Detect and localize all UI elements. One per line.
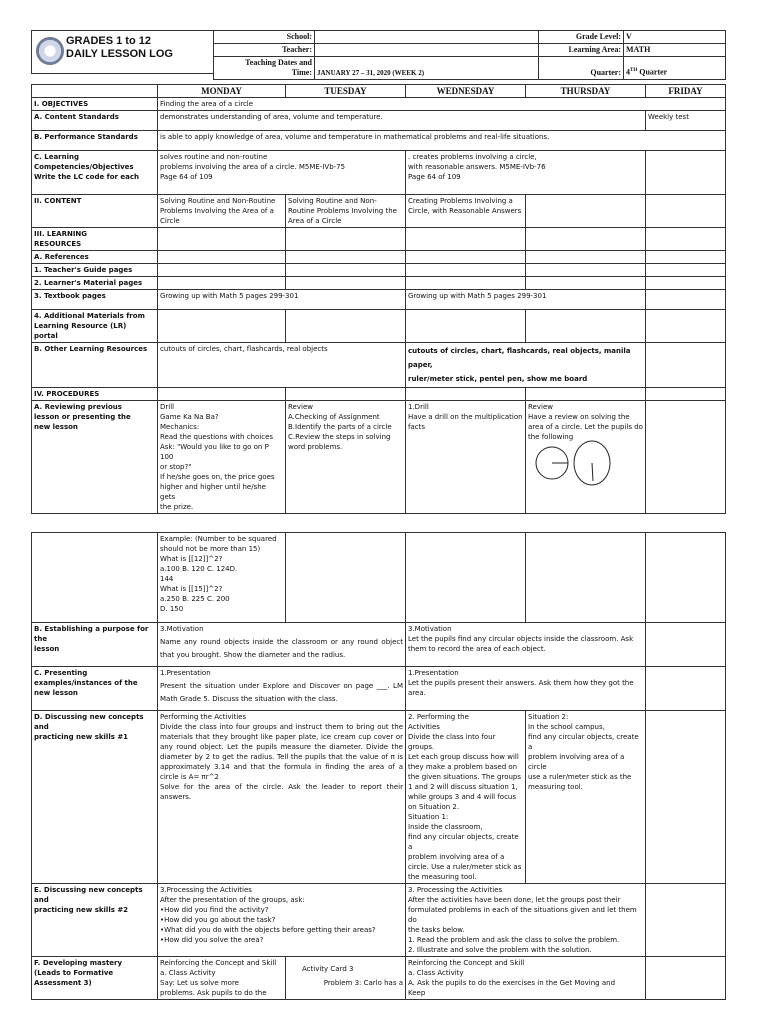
quarter-word: Quarter [637, 68, 668, 77]
day-header-thursday: THURSDAY [526, 85, 646, 98]
resources-mon [158, 228, 286, 251]
day-header-tuesday: TUESDAY [286, 85, 406, 98]
presenting-monday-head: 1.Presentation [160, 669, 211, 677]
performance-standards-text: is able to apply knowledge of area, volume and temperature in mathematical problems and real-life situations. [158, 131, 726, 151]
references-fri [646, 251, 726, 264]
content-tuesday: Solving Routine and Non-Routine Problems Involving the Area of a Circle [286, 195, 406, 228]
learning-area-value: MATH [624, 44, 726, 57]
additional-mon [158, 310, 286, 343]
presenting-fri [646, 667, 726, 711]
review-tuesday: Review A.Checking of Assignment B.Identify the parts of a circle C.Review the steps in solving word problems. [286, 401, 406, 514]
tg-mon [158, 264, 286, 277]
textbook-fri [646, 290, 726, 310]
references-wed [406, 251, 526, 264]
presenting-monday [158, 667, 406, 711]
example-wed [406, 533, 526, 623]
competencies-friday [646, 151, 726, 195]
other-resources-fri [646, 343, 726, 388]
content-monday: Solving Routine and Non-Routine Problems Involving the Area of a Circle [158, 195, 286, 228]
resources-wed [406, 228, 526, 251]
objectives-text: Finding the area of a circle [158, 98, 726, 111]
other-resources-wednesday: cutouts of circles, chart, flashcards, real objects, manila paper, ruler/meter stick, pentel pen, show me board [406, 343, 646, 388]
discussing1-label: D. Discussing new concepts and practicing new skills #1 [32, 711, 158, 884]
textbook-wednesday: Growing up with Math 5 pages 299-301 [406, 290, 646, 310]
lm-wed [406, 277, 526, 290]
discussing1-thursday: Situation 2: In the school campus, find any circular objects, create a problem involving area of a circle use a ruler/meter stick as the measuring tool. [526, 711, 646, 884]
quarter-value [624, 57, 726, 80]
textbook-pages-label: 3. Textbook pages [32, 290, 158, 310]
lm-mon [158, 277, 286, 290]
content-standards-text: demonstrates understanding of area, volume and temperature. [158, 111, 646, 131]
content-wednesday: Creating Problems Involving a Circle, with Reasonable Answers [406, 195, 526, 228]
quarter-suffix: TH [630, 68, 638, 74]
deped-seal-logo [36, 37, 64, 65]
learners-material-label: 2. Learner's Material pages [32, 277, 158, 290]
mastery-monday: Reinforcing the Concept and Skill a. Class Activity Say: Let us solve more problems. Ask pupils to do the [158, 957, 286, 1000]
discussing2-wednesday-step2: 2. Illustrate and solve the problem with the solution. [408, 946, 592, 954]
header-box [31, 30, 214, 74]
references-mon [158, 251, 286, 264]
mastery-fri [646, 957, 726, 1000]
additional-wed [406, 310, 526, 343]
form-title-line2: DAILY LESSON LOG [66, 48, 173, 60]
grade-level-value: V [624, 31, 726, 44]
teaching-dates-label-line1: Teaching Dates and [245, 58, 312, 67]
lesson-log-table-page1 [31, 84, 726, 514]
additional-materials-label: 4. Additional Materials from Learning Resource (LR) portal [32, 310, 158, 343]
lm-tue [286, 277, 406, 290]
discussing2-wednesday-head: 3. Processing the Activities After the activities have been done, let the groups post their formulated problems in each of the situations given and let them do the tasks below. [408, 886, 637, 934]
purpose-fri [646, 623, 726, 667]
presenting-monday-body: Present the situation under Explore and Discover on page ___. LM Math Grade 5. Discuss the situation with the class. [160, 682, 403, 703]
mastery-tuesday [286, 957, 406, 1000]
review-wednesday: 1.Drill Have a drill on the multiplication facts [406, 401, 526, 514]
procedures-mon [158, 388, 286, 401]
objectives-label: I. OBJECTIVES [32, 98, 158, 111]
purpose-monday-head: 3.Motivation [160, 625, 204, 633]
teachers-guide-label: 1. Teacher's Guide pages [32, 264, 158, 277]
resources-tue [286, 228, 406, 251]
circle-sketch-2-radius [592, 463, 593, 481]
procedures-label: IV. PROCEDURES [32, 388, 158, 401]
references-label: A. References [32, 251, 158, 264]
example-fri [646, 533, 726, 623]
references-tue [286, 251, 406, 264]
other-resources-monday: cutouts of circles, chart, flashcards, real objects [158, 343, 406, 388]
example-monday: Example: (Number to be squared should not be more than 15) What is [[12]]^2? a.100 B. 120 C. 124D. 144 What is [[15]]^2? a.250 B. 225 C. 200 D. 150 [158, 533, 286, 623]
lm-fri [646, 277, 726, 290]
tg-fri [646, 264, 726, 277]
additional-tue [286, 310, 406, 343]
references-thu [526, 251, 646, 264]
tg-wed [406, 264, 526, 277]
lesson-log-table-page2 [31, 532, 726, 1000]
day-header-wednesday: WEDNESDAY [406, 85, 526, 98]
learning-resources-label: III. LEARNING RESOURCES [32, 228, 158, 251]
teaching-dates-value: JANUARY 27 – 31, 2020 (WEEK 2) [315, 57, 539, 80]
example-tue [286, 533, 406, 623]
form-title-line1: GRADES 1 to 12 [66, 35, 151, 47]
review-thursday-text: Review Have a review on solving the area of a circle. Let the pupils do the following [528, 403, 643, 441]
discussing2-wednesday-step1: 1. Read the problem and ask the class to solve the problem. [408, 936, 620, 944]
weekly-test-cell: Weekly test [646, 111, 726, 131]
presenting-wednesday: 1.Presentation Let the pupils present their answers. Ask them how they got the area. [406, 667, 646, 711]
purpose-label: B. Establishing a purpose for the lesson [32, 623, 158, 667]
procedures-tue [286, 388, 406, 401]
purpose-monday-body: Name any round objects inside the classroom or any round object that you brought. Show the diameter and the radius. [160, 638, 403, 659]
other-resources-label: B. Other Learning Resources [32, 343, 158, 388]
additional-thu [526, 310, 646, 343]
discussing2-fri [646, 884, 726, 957]
competencies-label: C. Learning Competencies/Objectives Write the LC code for each [32, 151, 158, 195]
purpose-monday [158, 623, 406, 667]
example-thu [526, 533, 646, 623]
discussing1-wednesday: 2. Performing the Activities Divide the class into four groups. Let each group discuss how will they make a problem based on the given situations. The groups 1 and 2 will discuss situation 1, while groups 3 and 4 will focus on Situation 2. Situation 1: Inside the classroom, find any circular objects, create a problem involving area of a circle. Use a ruler/meter stick as the measuring tool. [406, 711, 526, 884]
reviewing-lesson-label: A. Reviewing previous lesson or presenting the new lesson [32, 401, 158, 514]
procedures-wed [406, 388, 526, 401]
discussing2-monday: 3.Processing the Activities After the presentation of the groups, ask: •How did you find the activity? •How did you go about the task? •What did you do with the objects before getting their areas? •How did you solve the area? [158, 884, 406, 957]
resources-thu [526, 228, 646, 251]
resources-fri [646, 228, 726, 251]
content-thursday [526, 195, 646, 228]
school-field [315, 31, 539, 44]
purpose-wednesday: 3.Motivation Let the pupils find any circular objects inside the classroom. Ask them to record the area of each object. [406, 623, 646, 667]
additional-fri [646, 310, 726, 343]
day-header-monday: MONDAY [158, 85, 286, 98]
competencies-monday: solves routine and non-routine problems involving the area of a circle. M5ME-IVb-75 Page 64 of 109 [158, 151, 406, 195]
mastery-wednesday: Reinforcing the Concept and Skill a. Class Activity A. Ask the pupils to do the exercises in the Get Moving and Keep [406, 957, 646, 1000]
learning-area-label: Learning Area: [539, 44, 624, 57]
procedures-fri [646, 388, 726, 401]
quarter-number: 4 [626, 68, 630, 77]
presenting-label: C. Presenting examples/instances of the new lesson [32, 667, 158, 711]
review-thursday [526, 401, 646, 514]
lm-thu [526, 277, 646, 290]
problem-3-text: Problem 3: Carlo has a [323, 979, 403, 987]
content-label: II. CONTENT [32, 195, 158, 228]
day-header-friday: FRIDAY [646, 85, 726, 98]
content-standards-label: A. Content Standards [32, 111, 158, 131]
tg-tue [286, 264, 406, 277]
teaching-dates-label-line2: Time: [291, 68, 312, 77]
example-label [32, 533, 158, 623]
grade-level-label: Grade Level: [539, 31, 624, 44]
discussing2-wednesday [406, 884, 646, 957]
discussing1-fri [646, 711, 726, 884]
competencies-wednesday: . creates problems involving a circle, with reasonable answers. M5ME-IVb-76 Page 64 of 109 [406, 151, 646, 195]
review-monday: Drill Game Ka Na Ba? Mechanics: Read the questions with choices Ask: "Would you like to go on P 100 or stop?" If he/she goes on, the price goes higher and higher until he/she gets the prize. [158, 401, 286, 514]
school-label: School: [214, 31, 315, 44]
review-friday [646, 401, 726, 514]
circle-sketches [530, 439, 620, 491]
teacher-field [315, 44, 539, 57]
procedures-thu [526, 388, 646, 401]
activity-card-label: Activity Card 3 [302, 965, 354, 973]
content-friday [646, 195, 726, 228]
textbook-monday: Growing up with Math 5 pages 299-301 [158, 290, 406, 310]
teaching-dates-label [214, 57, 315, 80]
header-info-table [213, 30, 726, 80]
mastery-label: F. Developing mastery (Leads to Formative Assessment 3) [32, 957, 158, 1000]
tg-thu [526, 264, 646, 277]
day-header-blank [32, 85, 158, 98]
quarter-label: Quarter: [539, 57, 624, 80]
discussing2-label: E. Discussing new concepts and practicing new skills #2 [32, 884, 158, 957]
teacher-label: Teacher: [214, 44, 315, 57]
performance-standards-label: B. Performance Standards [32, 131, 158, 151]
discussing1-monday: Performing the Activities Divide the class into four groups and instruct them to bring out the materials that they brought like paper plate, ice cream cup cover or any round object. Let the pupils measure the diameter. Divide the diameter by 2 to get the radius. Tell the pupils that the value of π is approximately 3.14 and that the formula in finding the area of a circle is A= πr^2 Solve for the area of the circle. Ask the leader to report their answers. [158, 711, 406, 884]
